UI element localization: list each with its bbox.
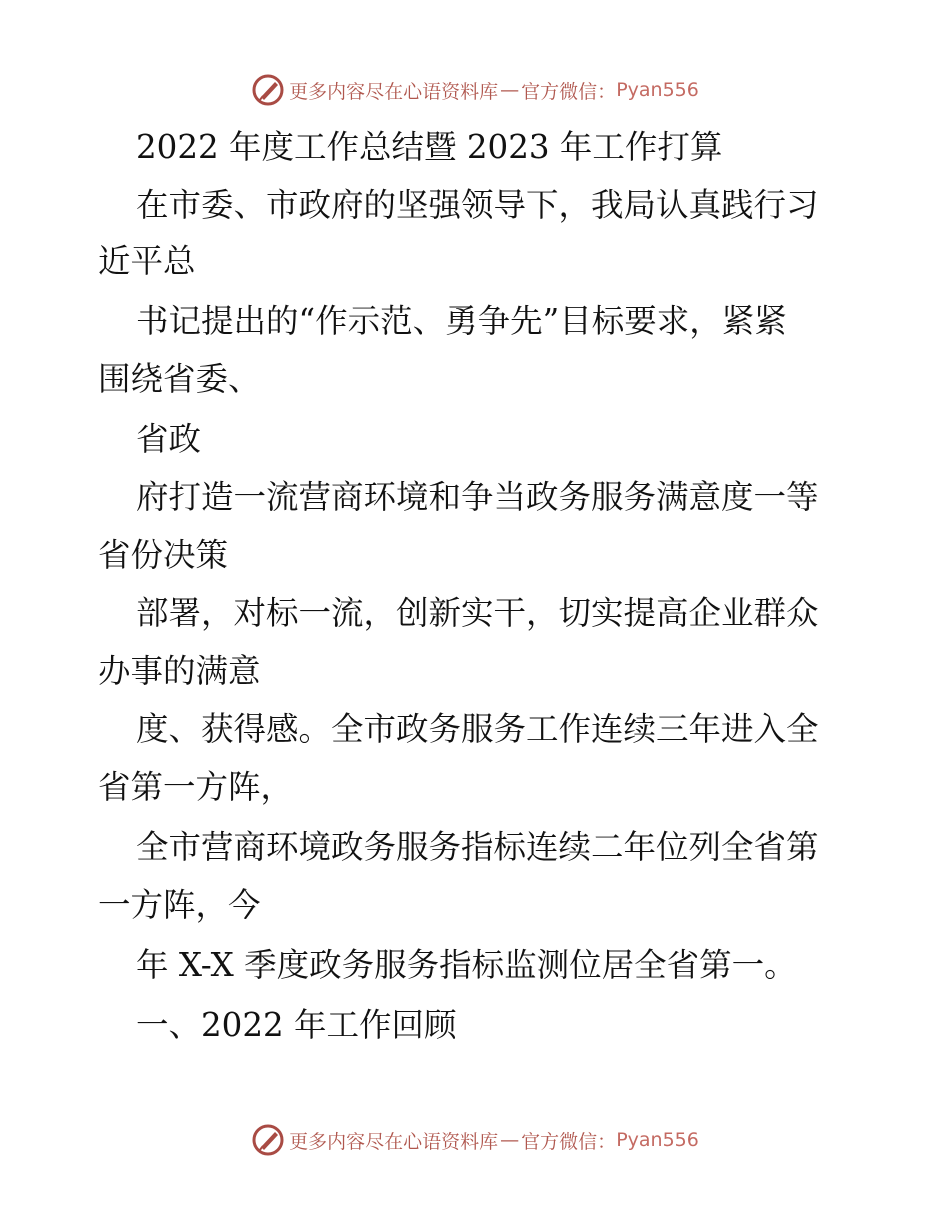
quill-seal-icon bbox=[251, 1123, 285, 1157]
quill-seal-icon bbox=[251, 73, 285, 107]
paragraph-line: 省第一方阵， bbox=[98, 768, 294, 806]
paragraph-line: 年 X-X 季度政务服务指标监测位居全省第一。 bbox=[136, 946, 797, 984]
paragraph-line: 围绕省委、 bbox=[98, 360, 261, 398]
watermark-dash: — bbox=[500, 79, 520, 101]
watermark-label: 官方微信 bbox=[521, 80, 598, 103]
paragraph-line: 省政 bbox=[136, 420, 202, 458]
paragraph-line: 府打造一流营商环境和争当政务服务满意度一等 bbox=[136, 478, 819, 516]
paragraph-line: 部署，对标一流，创新实干，切实提高企业群众 bbox=[136, 594, 819, 632]
paragraph-line: 全市营商环境政务服务指标连续二年位列全省第 bbox=[136, 828, 819, 866]
watermark-header bbox=[0, 70, 950, 110]
watermark-wechat-id: Pyan556 bbox=[616, 1129, 699, 1151]
watermark-wechat-id: Pyan556 bbox=[616, 79, 699, 101]
paragraph-line: 近平总 bbox=[98, 242, 196, 280]
watermark-separator: ： bbox=[597, 80, 617, 103]
watermark-main-text: 更多内容尽在心语资料库 bbox=[289, 80, 499, 103]
watermark-footer bbox=[0, 1120, 950, 1160]
section-heading: 一、2022 年工作回顾 bbox=[136, 1006, 457, 1044]
watermark-main-text: 更多内容尽在心语资料库 bbox=[289, 1130, 499, 1153]
paragraph-line: 度、获得感。全市政务服务工作连续三年进入全 bbox=[136, 710, 819, 748]
paragraph-line: 在市委、市政府的坚强领导下，我局认真践行习 bbox=[136, 186, 819, 224]
watermark-label: 官方微信 bbox=[521, 1130, 598, 1153]
paragraph-line: 一方阵，今 bbox=[98, 886, 261, 924]
paragraph-line: 书记提出的“作示范、勇争先”目标要求，紧紧 bbox=[136, 302, 787, 340]
paragraph-line: 办事的满意 bbox=[98, 652, 261, 690]
watermark-dash: — bbox=[500, 1129, 520, 1151]
paragraph-line: 省份决策 bbox=[98, 536, 229, 574]
watermark-separator: ： bbox=[597, 1130, 617, 1153]
document-title: 2022 年度工作总结暨 2023 年工作打算 bbox=[136, 128, 723, 166]
